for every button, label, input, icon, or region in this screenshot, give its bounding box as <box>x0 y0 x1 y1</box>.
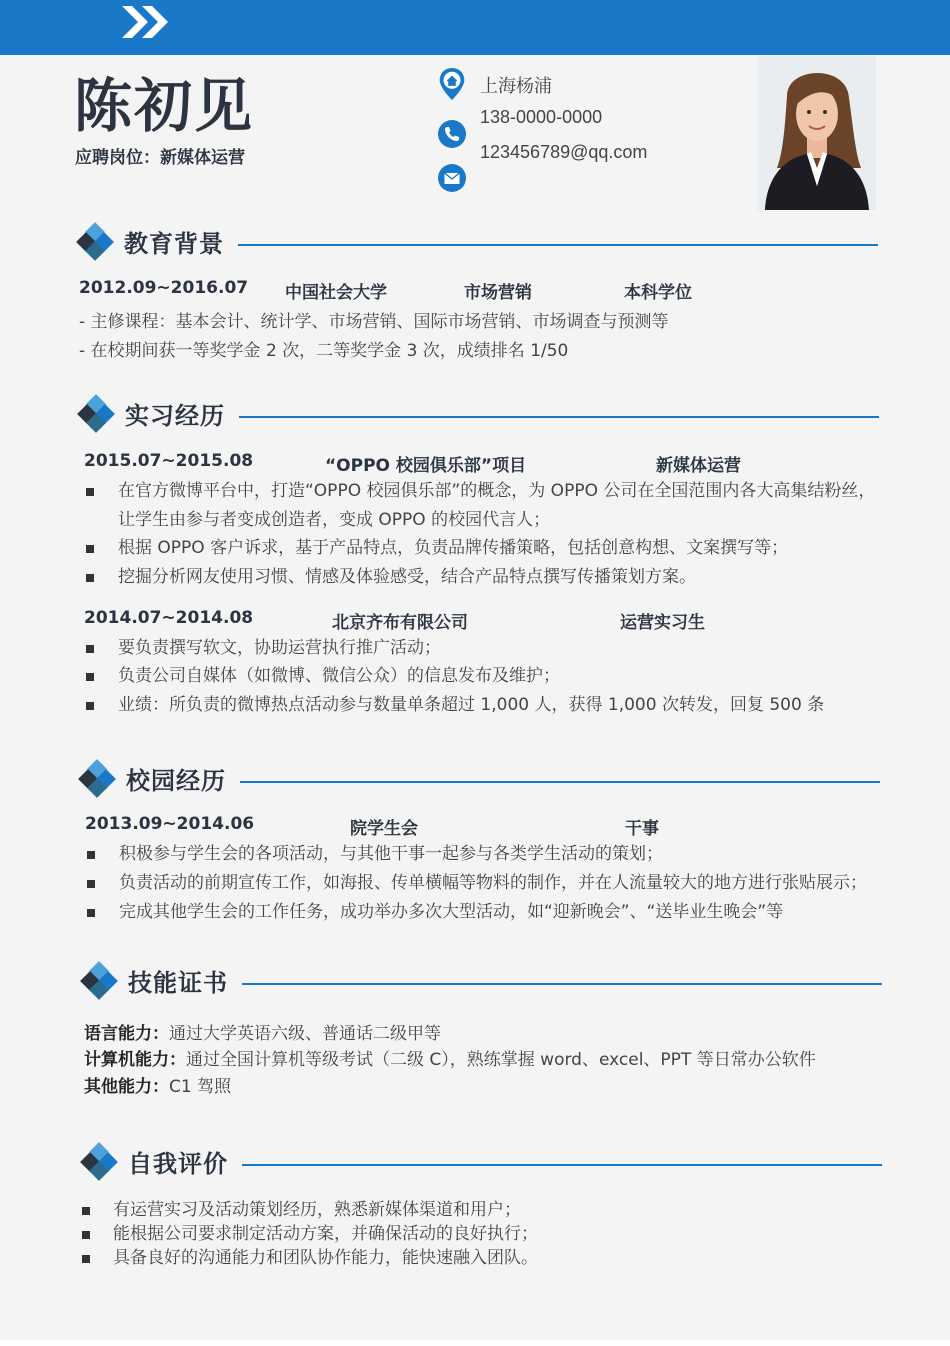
campus-role: 干事 <box>625 819 659 839</box>
bullet-square <box>86 673 94 681</box>
campus-period: 2013.09~2014.06 <box>85 814 255 834</box>
skill-value: C1 驾照 <box>169 1077 232 1097</box>
job-org: “OPPO 校园俱乐部”项目 <box>325 456 527 476</box>
section-divider <box>242 1164 882 1166</box>
double-chevron-icon <box>120 4 176 40</box>
bullet-square <box>82 1231 90 1239</box>
diamond-icon <box>80 1142 118 1184</box>
location-pin-icon <box>437 67 467 101</box>
campus-bullet: 积极参与学生会的各项活动，与其他干事一起参与各类学生活动的策划； <box>119 844 663 864</box>
edu-school: 中国社会大学 <box>285 283 387 303</box>
skill-value: 通过大学英语六级、普通话二级甲等 <box>169 1024 441 1044</box>
job-bullet: 挖掘分析网友使用习惯、情感及体验感受，结合产品特点撰写传播策划方案。 <box>118 567 696 587</box>
contact-location: 上海杨浦 <box>480 76 552 96</box>
skill-label: 语言能力： <box>84 1024 169 1044</box>
job-bullet: 业绩：所负责的微博热点活动参与数量单条超过 1,000 人，获得 1,000 次转发，回复 500 条 <box>118 695 825 715</box>
bullet-square <box>82 1255 90 1263</box>
candidate-name: 陈初见 <box>74 72 255 140</box>
self-eval-bullet: 有运营实习及活动策划经历，熟悉新媒体渠道和用户； <box>113 1200 521 1220</box>
bullet-square <box>87 851 95 859</box>
section-divider <box>239 416 879 418</box>
edu-degree: 本科学位 <box>624 283 692 303</box>
job-role: 运营实习生 <box>620 613 705 633</box>
bullet-square <box>82 1207 90 1215</box>
campus-org: 院学生会 <box>350 819 418 839</box>
job-bullet: 负责公司自媒体（如微博、微信公众）的信息发布及维护； <box>118 666 560 686</box>
edu-period: 2012.09~2016.07 <box>79 278 249 298</box>
section-title: 校园经历 <box>126 767 226 795</box>
section-title: 技能证书 <box>128 969 228 997</box>
skill-label: 计算机能力： <box>84 1050 186 1070</box>
skill-label: 其他能力： <box>84 1077 169 1097</box>
skill-item <box>84 1072 231 1097</box>
job-role: 新媒体运营 <box>656 456 741 476</box>
section-divider <box>240 781 880 783</box>
diamond-icon <box>77 394 115 436</box>
job-bullet: 在官方微博平台中，打造“OPPO 校园俱乐部”的概念，为 OPPO 公司在全国范围内各大高集结粉丝，让学生由参与者变成创造者，变成 OPPO 的校园代言人； <box>118 481 876 530</box>
job-period: 2015.07~2015.08 <box>84 451 254 471</box>
section-header-education <box>76 222 878 266</box>
section-title: 教育背景 <box>124 230 224 258</box>
bullet-square <box>86 574 94 582</box>
campus-bullet: 负责活动的前期宣传工作，如海报、传单横幅等物料的制作，并在人流量较大的地方进行张贴展示； <box>119 873 867 893</box>
bullet-square <box>87 880 95 888</box>
phone-icon <box>437 119 467 149</box>
section-header-campus <box>78 759 880 803</box>
section-header-self-eval <box>80 1142 882 1186</box>
skill-item <box>84 1045 816 1070</box>
edu-detail-line: - 在校期间获一等奖学金 2 次，二等奖学金 3 次，成绩排名 1/50 <box>79 341 569 361</box>
diamond-icon <box>76 222 114 264</box>
bullet-square <box>86 645 94 653</box>
profile-photo <box>757 56 876 210</box>
contact-email: 123456789@qq.com <box>480 142 648 162</box>
skill-value: 通过全国计算机等级考试（二级 C），熟练掌握 word、excel、PPT 等日常办公软件 <box>186 1050 816 1070</box>
edu-major: 市场营销 <box>464 283 532 303</box>
bullet-square <box>87 909 95 917</box>
section-divider <box>242 983 882 985</box>
top-banner <box>0 0 950 55</box>
bullet-square <box>86 702 94 710</box>
job-bullet: 根据 OPPO 客户诉求，基于产品特点，负责品牌传播策略，包括创意构想、文案撰写等； <box>118 538 789 558</box>
section-header-internship <box>77 394 879 438</box>
job-period: 2014.07~2014.08 <box>84 608 254 628</box>
section-divider <box>238 244 878 246</box>
diamond-icon <box>80 961 118 1003</box>
section-title: 实习经历 <box>125 402 225 430</box>
section-title: 自我评价 <box>128 1150 228 1178</box>
job-org: 北京齐布有限公司 <box>332 613 468 633</box>
diamond-icon <box>78 759 116 801</box>
campus-bullet: 完成其他学生会的工作任务，成功举办多次大型活动，如“迎新晚会”、“送毕业生晚会”等 <box>119 902 784 922</box>
applied-position: 应聘岗位：新媒体运营 <box>75 148 245 168</box>
email-icon <box>437 163 467 193</box>
job-bullet: 要负责撰写软文，协助运营执行推广活动； <box>118 638 441 658</box>
bullet-square <box>86 488 94 496</box>
contact-phone: 138-0000-0000 <box>480 107 603 127</box>
skill-item <box>84 1019 441 1044</box>
self-eval-bullet: 能根据公司要求制定活动方案，并确保活动的良好执行； <box>113 1224 538 1244</box>
section-header-skills <box>80 961 882 1005</box>
edu-detail-line: - 主修课程：基本会计、统计学、市场营销、国际市场营销、市场调查与预测等 <box>79 312 669 332</box>
self-eval-bullet: 具备良好的沟通能力和团队协作能力，能快速融入团队。 <box>113 1248 538 1268</box>
bullet-square <box>86 545 94 553</box>
